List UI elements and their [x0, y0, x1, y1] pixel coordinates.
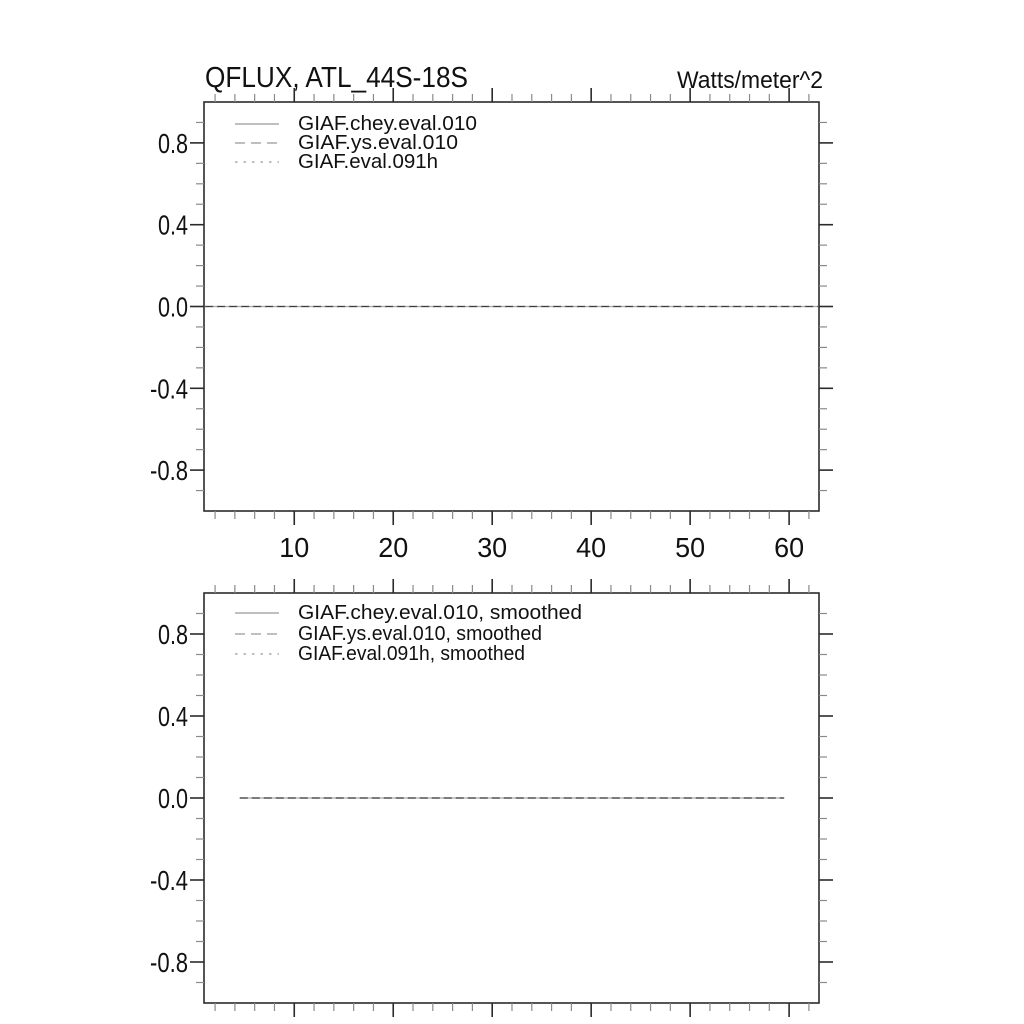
panel1-y-tick-label: -0.4 — [150, 373, 188, 405]
panel2-y-tick-label: 0.4 — [158, 701, 188, 732]
panel1-x-tick-label: 60 — [774, 532, 805, 563]
panel2-legend-label-3: GIAF.eval.091h, smoothed — [298, 643, 525, 665]
panel1 — [150, 88, 833, 563]
panel2-legend-label-2: GIAF.ys.eval.010, smoothed — [298, 623, 542, 645]
panel1-legend-label-2: GIAF.ys.eval.010 — [298, 132, 458, 154]
panel1-title: QFLUX, ATL_44S-18S — [205, 62, 468, 94]
panel2-y-tick-label: -0.4 — [150, 865, 188, 896]
panel1-legend-label-1: GIAF.chey.eval.010 — [298, 113, 477, 135]
panel1-y-tick-label: 0.4 — [158, 209, 188, 241]
panel1-y-tick-label: 0.8 — [158, 127, 188, 159]
panel1-x-tick-label: 40 — [576, 532, 607, 563]
panel1-units-label: Watts/meter^2 — [677, 67, 823, 94]
panel1-x-tick-label: 10 — [279, 532, 310, 563]
panel2-y-tick-label: 0.0 — [158, 783, 188, 814]
panel1-y-tick-label: 0.0 — [158, 291, 188, 323]
panel1-x-tick-label: 30 — [477, 532, 508, 563]
panel1-y-tick-label: -0.8 — [150, 455, 188, 487]
panel1-legend-label-3: GIAF.eval.091h — [298, 151, 438, 173]
panel2-y-tick-label: 0.8 — [158, 619, 188, 650]
panel1-x-tick-label: 50 — [675, 532, 706, 563]
panel2-y-tick-label: -0.8 — [150, 947, 188, 978]
panel1-x-tick-label: 20 — [378, 532, 409, 563]
panel2-legend-label-1: GIAF.chey.eval.010, smoothed — [298, 602, 582, 624]
axes-layer — [150, 88, 833, 1017]
